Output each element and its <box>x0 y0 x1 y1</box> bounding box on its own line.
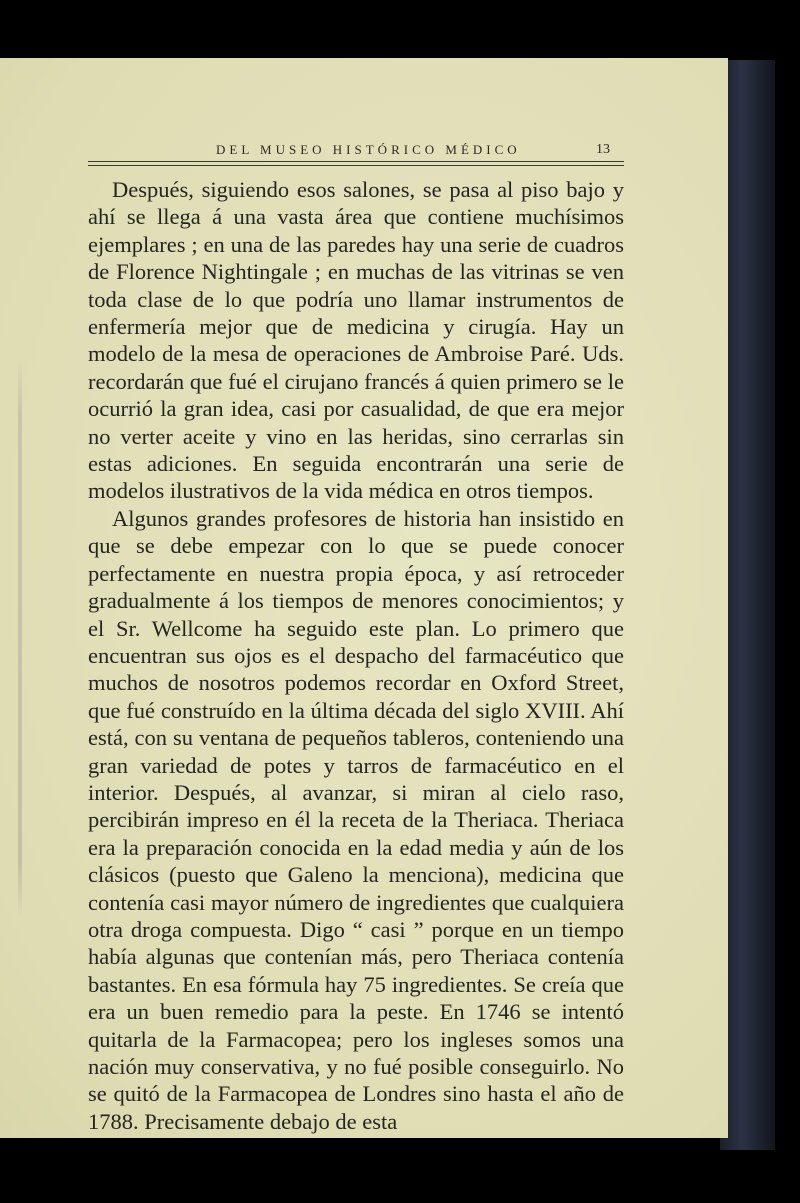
running-title: DEL MUSEO HISTÓRICO MÉDICO <box>216 142 521 157</box>
page-number: 13 <box>596 142 610 157</box>
page-header <box>88 86 624 156</box>
paragraph-2: Algunos grandes profesores de historia han insistido en que se debe empezar con lo que se puede conocer perfectamente en nuestra propia época, y así retroceder gradualmente á los tiempos de menores conocimientos; y el Sr. Wellcome ha seguido este plan. Lo primero que encuentran sus ojos es el despacho del farmacéutico que muchos de nosotros podemos recordar en Oxford Street, que fué construído en la última década del siglo XVIII. Ahí está, con su ventana de pequeños tableros, conteniendo una gran variedad de potes y tarros de farmacéutico en el interior. Después, al avanzar, si miran al cielo raso, percibirán impreso en él la receta de la Theriaca. Theriaca era la preparación conocida en la edad media y aún de los clásicos (puesto que Galeno la menciona), medicina que contenía casi mayor número de ingredientes que cualquiera otra droga compuesta. Digo “ casi ” porque en un tiempo había algunas que contenían más, pero Theriaca contenía bastantes. En esa fórmula hay 75 ingredientes. Se creía que era un buen remedio para la peste. En 1746 se intentó quitarla de la Farmacopea; pero los ingleses somos una nación muy conservativa, y no fué posible conseguirlo. No se quitó de la Farmacopea de Londres sino hasta el año de 1788. Precisamente debajo de esta <box>88 505 624 1134</box>
header-rule-bottom <box>88 165 624 166</box>
binding-thread <box>18 358 22 918</box>
book-page <box>0 58 728 1138</box>
paragraph-1: Después, siguiendo esos salones, se pasa al piso bajo y ahí se llega á una vasta área que contiene muchísimos ejemplares ; en una de las paredes hay una serie de cuadros de Florence Nightingale ; en muchas de las vitrinas se ven toda clase de lo que podría uno llamar instrumentos de enfermería mejor que de medicina y cirugía. Hay un modelo de la mesa de operaciones de Ambroise Paré. Uds. recordarán que fué el cirujano francés á quien primero se le ocurrió la gran idea, casi por casualidad, de que era mejor no verter aceite y vino en las heridas, sino cerrarlas sin estas adiciones. En seguida encontrarán una serie de modelos ilustrativos de la vida médica en otros tiempos. <box>88 177 624 504</box>
body-text <box>88 176 624 1135</box>
book-binding <box>720 60 775 1150</box>
header-rule-top <box>88 161 624 162</box>
